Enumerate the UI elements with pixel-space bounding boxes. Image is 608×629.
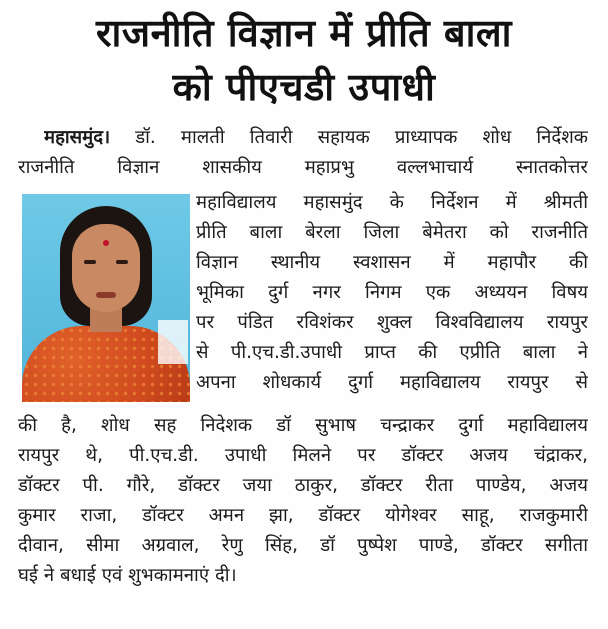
dateline: महासमुंद।	[44, 127, 111, 148]
headline-line-1: राजनीति विज्ञान में प्रीति बाला	[95, 11, 513, 55]
headline	[0, 6, 608, 114]
article-line-9: अपना शोधकार्य दुर्गा महाविद्यालय रायपुर से	[196, 372, 588, 393]
article-line-2: राजनीति विज्ञान शासकीय महाप्रभु वल्लभाचार्य स्नातकोत्तर	[18, 157, 588, 178]
article-line-15: घई ने बधाई एवं शुभकामनाएं दी।	[18, 565, 237, 586]
article-text: डॉ. मालती तिवारी सहायक प्राध्यापक शोध निर्देशक	[135, 127, 588, 148]
article-line-4: प्रीति बाला बेरला जिला बेमेतरा को राजनीति	[196, 222, 588, 243]
photo-watermark	[158, 320, 188, 364]
portrait-photo	[22, 194, 190, 402]
article-line-5: विज्ञान स्थानीय स्वशासन में महापौर की	[196, 252, 588, 273]
article-line-8: से पी.एच.डी.उपाधी प्राप्त की एप्रीति बाला ने	[196, 342, 588, 363]
article-line-12: डॉक्टर पी. गौरे, डॉक्टर जया ठाकुर, डॉक्टर रीता पाण्डेय, अजय	[18, 475, 588, 496]
article-line-7: पर पंडित रविशंकर शुक्ल विश्वविद्यालय रायपुर	[196, 312, 588, 333]
article-line-10: की है, शोध सह निदेशक डॉ सुभाष चन्द्राकर दुर्गा महाविद्यालय	[18, 415, 588, 436]
article-line-6: भूमिका दुर्ग नगर निगम एक अध्ययन विषय	[196, 282, 588, 303]
headline-line-2: को पीएचडी उपाधी	[172, 65, 436, 109]
article-line-1	[44, 124, 588, 152]
article-line-14: दीवान, सीमा अग्रवाल, रेणु सिंह, डॉ पुष्पेश पाण्डे, डॉक्टर सगीता	[18, 535, 588, 556]
article-line-3: महाविद्यालय महासमुंद के निर्देशन में श्रीमती	[196, 192, 588, 213]
article-line-11: रायपुर थे, पी.एच.डी. उपाधी मिलने पर डॉक्टर अजय चंद्राकर,	[18, 445, 588, 466]
article-line-13: कुमार राजा, डॉक्टर अमन झा, डॉक्टर योगेश्वर साहू, राजकुमारी	[18, 505, 588, 526]
